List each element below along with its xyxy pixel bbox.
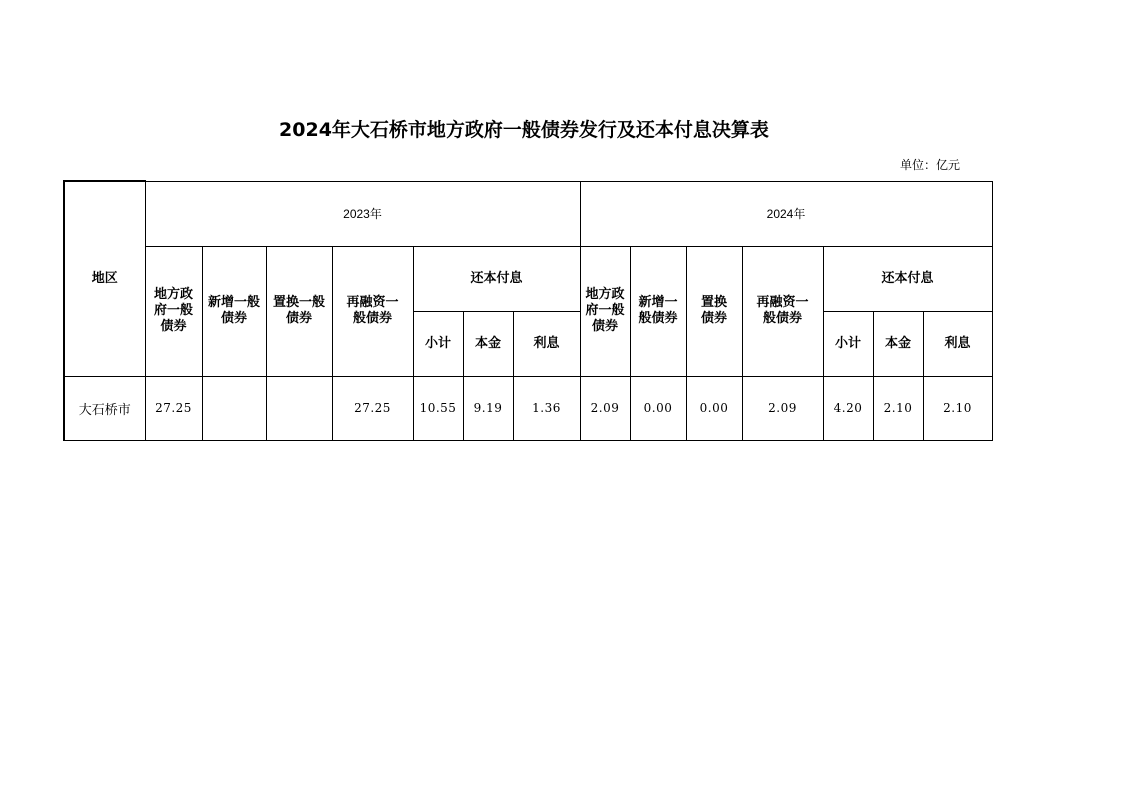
value-cell-2024-subtotal: 4.20 <box>823 376 873 440</box>
year-2023-header: 2023年 <box>145 181 580 246</box>
new-bond-2024-label: 新增一般债券 <box>638 295 678 326</box>
value-cell-2023-subtotal: 10.55 <box>413 376 463 440</box>
table-row <box>64 376 992 440</box>
debt-table <box>63 180 993 441</box>
value-cell-2024-new: 0.00 <box>630 376 686 440</box>
value-cell-2024-principal: 2.10 <box>873 376 923 440</box>
local-gov-bond-2024-header <box>580 246 630 376</box>
region-cell: 大石桥市 <box>64 376 145 440</box>
value-cell-2024-local: 2.09 <box>580 376 630 440</box>
principal-2023-header: 本金 <box>463 311 513 376</box>
page-title: 2024年大石桥市地方政府一般债券发行及还本付息决算表 <box>279 119 769 141</box>
subtotal-2023-header: 小计 <box>413 311 463 376</box>
replace-bond-2024-label: 置换债券 <box>700 295 727 326</box>
refinance-bond-2024-label: 再融资一般债券 <box>756 295 809 326</box>
new-bond-2024-header <box>630 246 686 376</box>
year-2024-header: 2024年 <box>580 181 992 246</box>
value-cell-2023-interest: 1.36 <box>513 376 580 440</box>
interest-2024-header: 利息 <box>923 311 992 376</box>
value-cell-2023-principal: 9.19 <box>463 376 513 440</box>
value-cell-2023-local: 27.25 <box>145 376 202 440</box>
region-header: 地区 <box>64 181 145 376</box>
new-bond-2023-label: 新增一般债券 <box>207 295 260 326</box>
new-bond-2023-header <box>202 246 266 376</box>
replace-bond-2023-header <box>266 246 332 376</box>
replace-bond-2023-label: 置换一般债券 <box>272 295 325 326</box>
local-gov-bond-2023-header <box>145 246 202 376</box>
refinance-bond-2023-header <box>332 246 413 376</box>
refinance-bond-2024-header <box>742 246 823 376</box>
principal-2024-header: 本金 <box>873 311 923 376</box>
subtotal-2024-header: 小计 <box>823 311 873 376</box>
repayment-2023-header: 还本付息 <box>413 246 580 311</box>
refinance-bond-2023-label: 再融资一般债券 <box>346 295 399 326</box>
value-cell-2024-replace: 0.00 <box>686 376 742 440</box>
local-gov-bond-2024-label: 地方政府一般债券 <box>585 287 625 334</box>
repayment-2024-header: 还本付息 <box>823 246 992 311</box>
value-cell-2023-new <box>202 376 266 440</box>
value-cell-2024-interest: 2.10 <box>923 376 992 440</box>
replace-bond-2024-header <box>686 246 742 376</box>
value-cell-2023-replace <box>266 376 332 440</box>
unit-label: 单位：亿元 <box>900 158 961 172</box>
interest-2023-header: 利息 <box>513 311 580 376</box>
value-cell-2023-refinance: 27.25 <box>332 376 413 440</box>
local-gov-bond-2023-label: 地方政府一般债券 <box>153 287 193 334</box>
value-cell-2024-refinance: 2.09 <box>742 376 823 440</box>
